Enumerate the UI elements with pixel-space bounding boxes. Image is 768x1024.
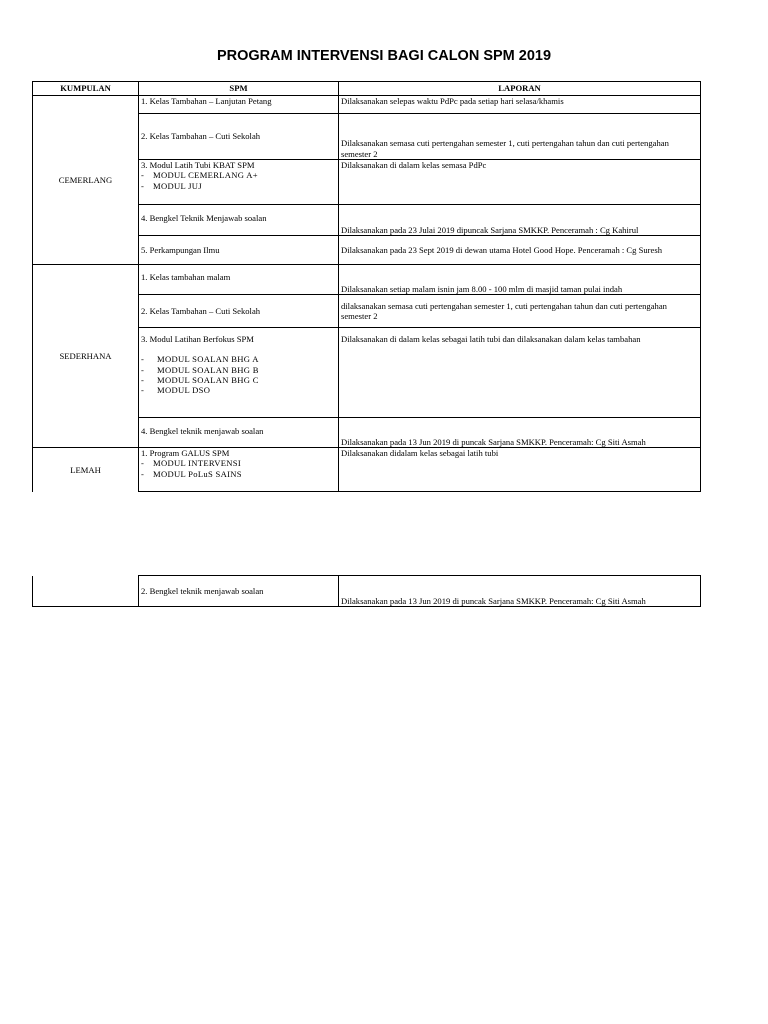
spm-item-title: 1. Program GALUS SPM	[141, 448, 230, 458]
intervention-table-continued	[32, 575, 701, 607]
spm-cell	[139, 328, 339, 418]
spm-sub-item: - MODUL SOALAN BHG B	[141, 365, 336, 375]
document-title: PROGRAM INTERVENSI BAGI CALON SPM 2019	[216, 48, 552, 64]
header-spm: SPM	[139, 82, 339, 96]
laporan-cell: Dilaksanakan didalam kelas sebagai latih tubi	[339, 448, 701, 492]
spm-item-title: 3. Modul Latihan Berfokus SPM	[141, 334, 254, 344]
spm-cell	[139, 448, 339, 492]
spm-cell: 2. Bengkel teknik menjawab soalan	[139, 576, 339, 607]
spm-sub-item: - MODUL SOALAN BHG C	[141, 375, 336, 385]
header-laporan: LAPORAN	[339, 82, 701, 96]
spm-sub-item: - MODUL PoLuS SAINS	[141, 469, 336, 479]
table-row	[33, 265, 701, 295]
spm-cell	[139, 160, 339, 205]
intervention-table	[32, 81, 701, 492]
spm-cell: 1. Kelas Tambahan – Lanjutan Petang	[139, 96, 339, 114]
spm-cell: 2. Kelas Tambahan – Cuti Sekolah	[139, 114, 339, 160]
spm-sub-item: - MODUL SOALAN BHG A	[141, 354, 336, 364]
spm-cell: 1. Kelas tambahan malam	[139, 265, 339, 295]
group-sederhana: SEDERHANA	[33, 265, 139, 448]
laporan-cell: Dilaksanakan pada 13 Jun 2019 di puncak Sarjana SMKKP. Penceramah: Cg Siti Asmah	[339, 418, 701, 448]
spm-cell: 4. Bengkel Teknik Menjawab soalan	[139, 205, 339, 236]
group-lemah: LEMAH	[33, 448, 139, 492]
spm-sub-item: - MODUL DSO	[141, 385, 336, 395]
spm-sub-item: - MODUL CEMERLANG A+	[141, 170, 336, 180]
laporan-cell: Dilaksanakan di dalam kelas sebagai latih tubi dan dilaksanakan dalam kelas tambahan	[339, 328, 701, 418]
laporan-cell: Dilaksanakan selepas waktu PdPc pada setiap hari selasa/khamis	[339, 96, 701, 114]
spm-cell: 2. Kelas Tambahan – Cuti Sekolah	[139, 295, 339, 328]
table-header-row	[33, 82, 701, 96]
spm-item-title: 3. Modul Latih Tubi KBAT SPM	[141, 160, 255, 170]
spm-sub-item: - MODUL INTERVENSI	[141, 458, 336, 468]
group-cemerlang: CEMERLANG	[33, 96, 139, 265]
laporan-cell: Dilaksanakan di dalam kelas semasa PdPc	[339, 160, 701, 205]
table-row	[33, 576, 701, 607]
table-row	[33, 96, 701, 114]
laporan-cell: Dilaksanakan setiap malam isnin jam 8.00 - 100 mlm di masjid taman pulai indah	[339, 265, 701, 295]
spm-cell: 4. Bengkel teknik menjawab soalan	[139, 418, 339, 448]
header-kumpulan: KUMPULAN	[33, 82, 139, 96]
laporan-cell: dilaksanakan semasa cuti pertengahan semester 1, cuti pertengahan tahun dan cuti pertengahan semester 2	[339, 295, 701, 328]
spm-sub-item: - MODUL JUJ	[141, 181, 336, 191]
spm-cell: 5. Perkampungan Ilmu	[139, 236, 339, 265]
laporan-cell: Dilaksanakan pada 13 Jun 2019 di puncak Sarjana SMKKP. Penceramah: Cg Siti Asmah	[339, 576, 701, 607]
laporan-cell: Dilaksanakan pada 23 Sept 2019 di dewan utama Hotel Good Hope. Penceramah : Cg Suresh	[339, 236, 701, 265]
table-row	[33, 448, 701, 492]
laporan-cell: Dilaksanakan semasa cuti pertengahan semester 1, cuti pertengahan tahun dan cuti pertengahan semester 2	[339, 114, 701, 160]
group-lemah-continued	[33, 576, 139, 607]
laporan-cell: Dilaksanakan pada 23 Julai 2019 dipuncak Sarjana SMKKP. Penceramah : Cg Kahirul	[339, 205, 701, 236]
